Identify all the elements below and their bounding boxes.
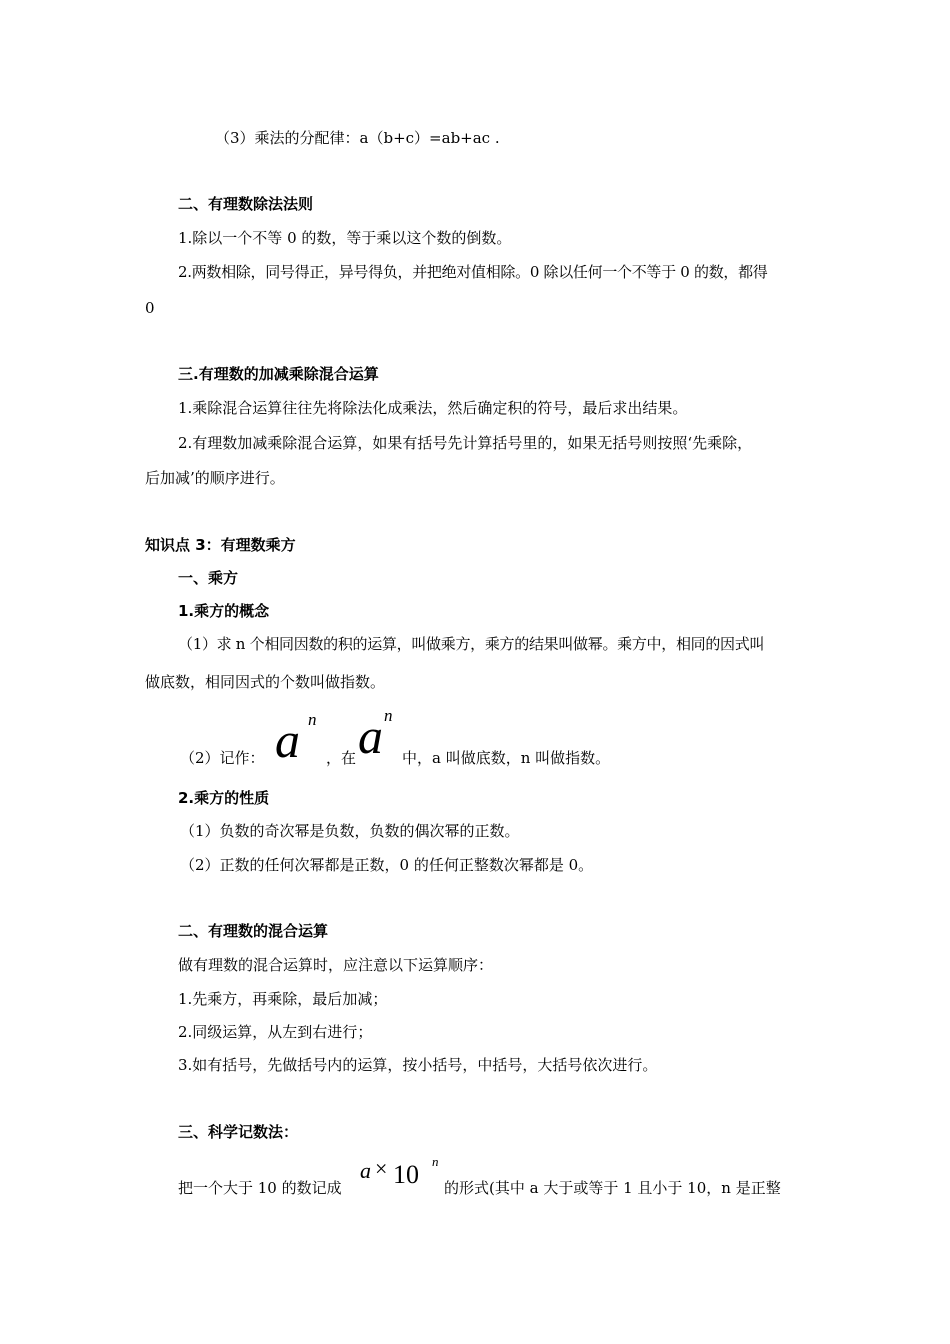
power-concept-heading: 1.乘方的概念 bbox=[178, 602, 270, 620]
mixed-operations-intro: 做有理数的混合运算时，应注意以下运算顺序： bbox=[178, 956, 494, 974]
sci-times: × bbox=[375, 1156, 388, 1181]
division-rule-1: 1.除以一个不等 0 的数，等于乘以这个数的倒数。 bbox=[178, 229, 512, 247]
division-rule-2-cont: 0 bbox=[145, 299, 155, 317]
notation-suffix: 中，a 叫做底数，n 叫做指数。 bbox=[402, 749, 611, 767]
mixed-ops-rule-2-cont: 后加减’的顺序进行。 bbox=[145, 469, 285, 487]
notation-prefix: （2）记作： bbox=[180, 749, 265, 767]
mixed-ops-heading: 三.有理数的加减乘除混合运算 bbox=[178, 365, 379, 383]
mixed-operations-step-2: 2.同级运算，从左到右进行； bbox=[178, 1023, 373, 1041]
power-concept-line-1: （1）求 n 个相同因数的积的运算，叫做乘方，乘方的结果叫做幂。乘方中，相同的因式叫 bbox=[178, 635, 765, 653]
power-section-heading: 一、乘方 bbox=[178, 569, 239, 587]
notation-mid: ，在 bbox=[326, 749, 357, 767]
distributive-law: （3）乘法的分配律：a（b+c）=ab+ac . bbox=[215, 129, 500, 147]
knowledge-point-3-heading: 知识点 3：有理数乘方 bbox=[145, 536, 296, 554]
sci-suffix: 的形式(其中 a 大于或等于 1 且小于 10，n 是正整 bbox=[444, 1179, 781, 1197]
power-exponent-2: n bbox=[384, 706, 393, 725]
sci-prefix: 把一个大于 10 的数记成 bbox=[178, 1179, 342, 1197]
scientific-notation-heading: 三、科学记数法： bbox=[178, 1123, 299, 1141]
power-property-2: （2）正数的任何次幂都是正数，0 的任何正整数次幂都是 0。 bbox=[180, 856, 594, 874]
sci-ten: 10 bbox=[393, 1160, 419, 1189]
division-rule-2: 2.两数相除，同号得正，异号得负，并把绝对值相除。0 除以任何一个不等于 0 的数，都得 bbox=[178, 263, 768, 281]
power-concept-line-2: 做底数，相同因式的个数叫做指数。 bbox=[145, 673, 386, 691]
sci-var-a: a bbox=[360, 1158, 371, 1183]
power-base-1: a bbox=[275, 712, 300, 768]
mixed-ops-rule-2: 2.有理数加减乘除混合运算，如果有括号先计算括号里的，如果无括号则按照‘先乘除， bbox=[178, 434, 753, 452]
mixed-operations-heading: 二、有理数的混合运算 bbox=[178, 922, 329, 940]
power-exponent-1: n bbox=[308, 710, 317, 729]
mixed-operations-step-3: 3.如有括号，先做括号内的运算，按小括号，中括号，大括号依次进行。 bbox=[178, 1056, 658, 1074]
power-property-1: （1）负数的奇次幂是负数，负数的偶次幂的正数。 bbox=[180, 822, 520, 840]
mixed-operations-step-1: 1.先乘方，再乘除，最后加减； bbox=[178, 990, 388, 1008]
sci-exponent-n: n bbox=[432, 1154, 439, 1169]
power-base-2: a bbox=[358, 708, 383, 764]
mixed-ops-rule-1: 1.乘除混合运算往往先将除法化成乘法，然后确定积的符号，最后求出结果。 bbox=[178, 399, 688, 417]
power-property-heading: 2.乘方的性质 bbox=[178, 789, 270, 807]
division-heading: 二、有理数除法法则 bbox=[178, 195, 314, 213]
